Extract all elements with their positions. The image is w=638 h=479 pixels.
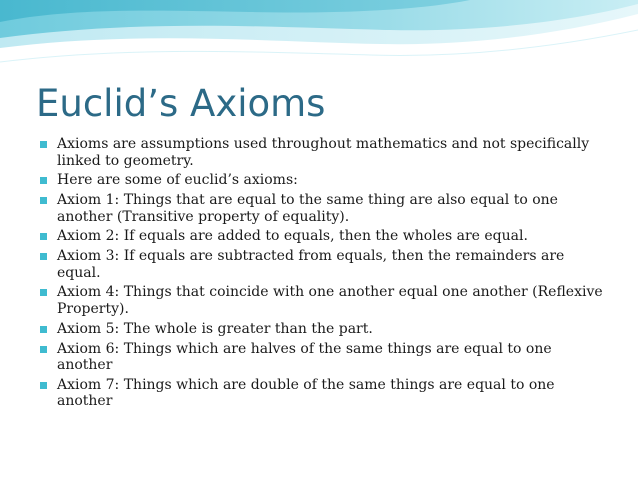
list-item: [40, 136, 605, 169]
list-item: [40, 192, 605, 225]
bullet-text: Axiom 6: Things which are halves of the same things are equal to one another: [57, 340, 552, 374]
bullet-text: Axiom 3: If equals are subtracted from equals, then the remainders are equal.: [57, 248, 565, 281]
list-item: [40, 321, 605, 338]
list-item: [40, 377, 605, 410]
bullet-text: Axiom 1: Things that are equal to the same thing are also equal to one another (Transitive property of equality).: [57, 192, 558, 225]
bullet-text: Axioms are assumptions used throughout mathematics and not specifically linked to geometry.: [57, 136, 590, 169]
bullet-square-icon: [40, 177, 47, 184]
bullet-square-icon: [40, 233, 47, 240]
bullet-square-icon: [40, 197, 47, 204]
bullet-square-icon: [40, 289, 47, 296]
bullet-list: [40, 136, 605, 413]
list-item: [40, 248, 605, 281]
slide-title: Euclid’s Axioms: [36, 82, 326, 125]
bullet-square-icon: [40, 253, 47, 260]
bullet-square-icon: [40, 326, 47, 333]
list-item: [40, 284, 605, 317]
bullet-square-icon: [40, 141, 47, 148]
bullet-square-icon: [40, 346, 47, 353]
bullet-text: Axiom 2: If equals are added to equals, then the wholes are equal.: [57, 228, 528, 245]
wave-banner: [0, 0, 638, 70]
bullet-text: Axiom 5: The whole is greater than the part.: [57, 320, 373, 337]
list-item: [40, 228, 605, 245]
bullet-square-icon: [40, 382, 47, 389]
bullet-text: Axiom 7: Things which are double of the same things are equal to one another: [57, 376, 555, 410]
bullet-text: Here are some of euclid’s axioms:: [57, 172, 298, 189]
list-item: [40, 341, 605, 374]
list-item: [40, 172, 605, 189]
bullet-text: Axiom 4: Things that coincide with one another equal one another (Reflexive Property).: [57, 284, 603, 317]
